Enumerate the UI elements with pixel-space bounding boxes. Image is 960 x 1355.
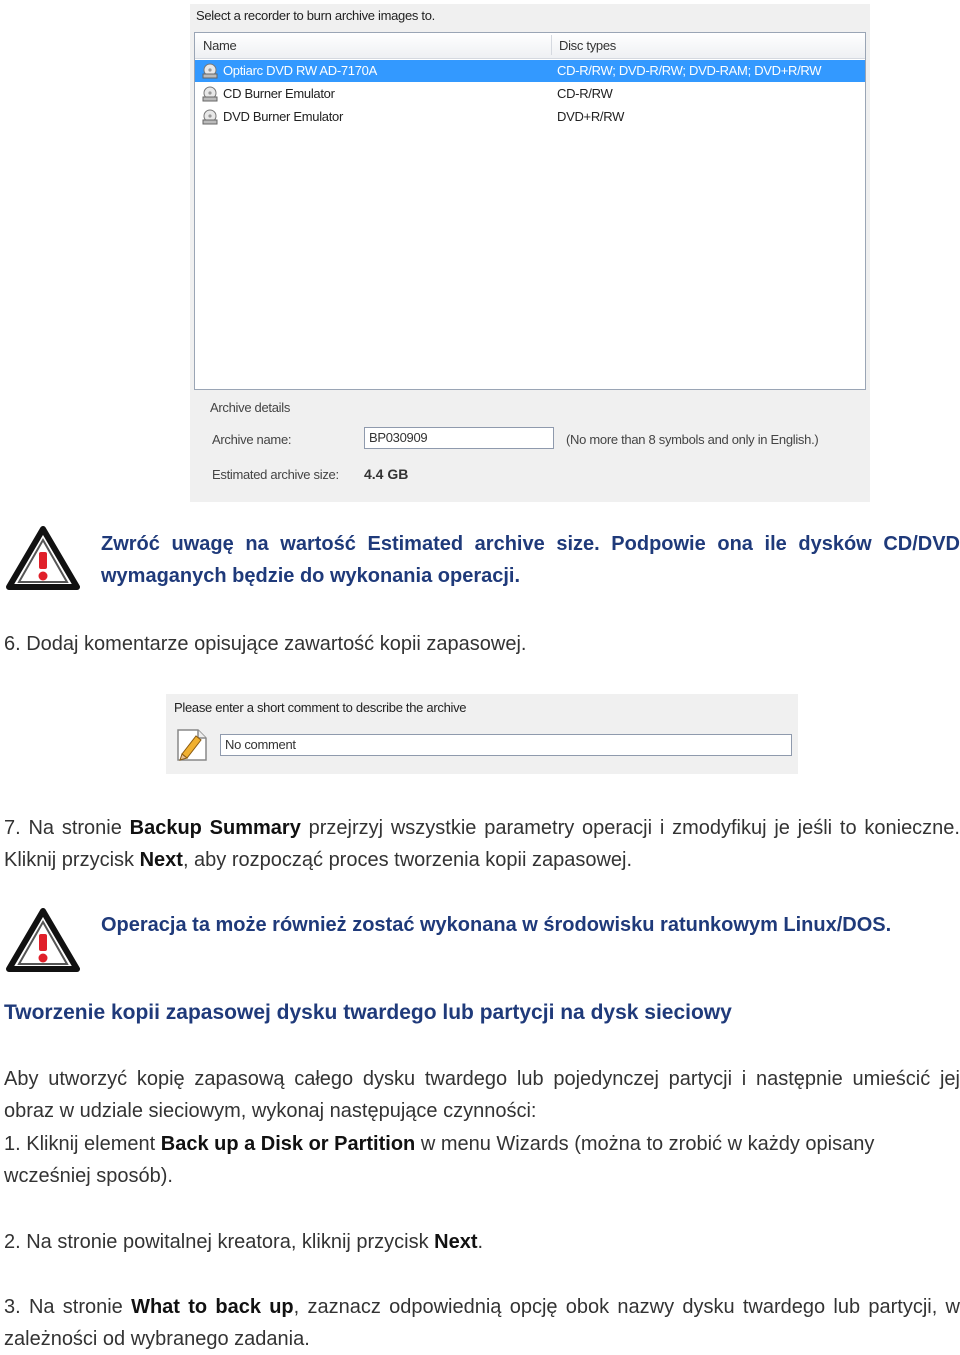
step-7-text-a: 7. Na stronie [4,817,130,839]
step-3-text-c: , zaznacz odpowiednią opcję obok nazwy dysku twardego lub partycji, w zależności od wybranego zadania. [4,1296,960,1350]
step-2-next: Next [434,1231,478,1253]
comment-dialog-screenshot [166,694,798,774]
step-7-text-c: przejrzyj wszystkie parametry operacji i zmodyfikuj je jeśli to konieczne. Kliknij przycisk [4,817,960,871]
recorder-row[interactable] [195,83,865,105]
disc-drive-icon [201,63,219,79]
step-3-what-to-back-up: What to back up [131,1296,294,1318]
disc-drive-icon [201,86,219,102]
archive-name-value: BP030909 [369,430,428,445]
recorder-row[interactable] [195,106,865,128]
column-separator [551,35,552,55]
disc-drive-icon [201,109,219,125]
step-3-text-a: 3. Na stronie [4,1296,132,1318]
step-2-text-c: . [477,1231,484,1253]
step-1-text-c: w menu Wizards (można to zrobić w każdy opisany wcześniej sposób). [4,1133,875,1187]
archive-name-label: Archive name: [212,432,292,447]
estimated-size-value: 4.4 GB [364,466,409,482]
recorder-name: CD Burner Emulator [223,86,335,101]
comment-prompt: Please enter a short comment to describe the archive [174,700,467,715]
recorder-list[interactable] [194,32,866,390]
recorder-disc-types: DVD+R/RW [557,109,625,124]
archive-details [194,394,864,494]
intro-paragraph: Aby utworzyć kopię zapasową całego dysku twardego lub pojedynczej partycji i następnie umieścić jej obraz w udziale sieciowym, wykonaj następujące czynności: [4,1068,960,1122]
pencil-note-icon [172,724,212,764]
recorder-disc-types: CD-R/RW; DVD-R/RW; DVD-RAM; DVD+R/RW [557,63,822,78]
recorder-disc-types: CD-R/RW [557,86,613,101]
warning-icon [6,908,80,972]
column-name-header[interactable]: Name [203,38,237,53]
step-1-text-a: 1. Kliknij element [4,1133,161,1155]
archive-details-title: Archive details [210,400,291,415]
step-1 [4,1128,960,1192]
estimated-size-label: Estimated archive size: [212,467,339,482]
recorder-name: DVD Burner Emulator [223,109,344,124]
section-heading: Tworzenie kopii zapasowej dysku twardego lub partycji na dysk sieciowy [4,1001,732,1024]
warning-icon [6,526,80,590]
step-6: 6. Dodaj komentarze opisujące zawartość kopii zapasowej. [4,633,527,655]
step-3 [4,1291,960,1355]
archive-name-hint: (No more than 8 symbols and only in English.) [566,432,819,447]
comment-input[interactable] [220,734,792,756]
recorder-dialog-screenshot [190,4,870,502]
step-2 [4,1226,483,1258]
column-disc-types-header[interactable]: Disc types [559,38,616,53]
step-1-backup-disk: Back up a Disk or Partition [160,1133,416,1155]
step-7-text-e: , aby rozpocząć proces tworzenia kopii zapasowej. [182,849,633,871]
step-2-text-a: 2. Na stronie powitalnej kreatora, kliknij przycisk [4,1231,435,1253]
note-rescue-environment: Operacja ta może również zostać wykonana w środowisku ratunkowym Linux/DOS. [101,914,892,936]
archive-name-input[interactable] [364,427,554,449]
step-7-backup-summary: Backup Summary [129,817,301,839]
step-7 [4,812,960,876]
note-estimated-size: Zwróć uwagę na wartość Estimated archive size. Podpowie ona ile dysków CD/DVD wymaganych będzie do wykonania operacji. [101,533,960,587]
comment-value: No comment [225,737,296,752]
recorder-name: Optiarc DVD RW AD-7170A [223,63,377,78]
step-7-next: Next [139,849,183,871]
recorder-list-header [195,33,865,59]
recorder-row[interactable] [195,60,865,82]
recorder-prompt: Select a recorder to burn archive images to. [196,8,435,23]
